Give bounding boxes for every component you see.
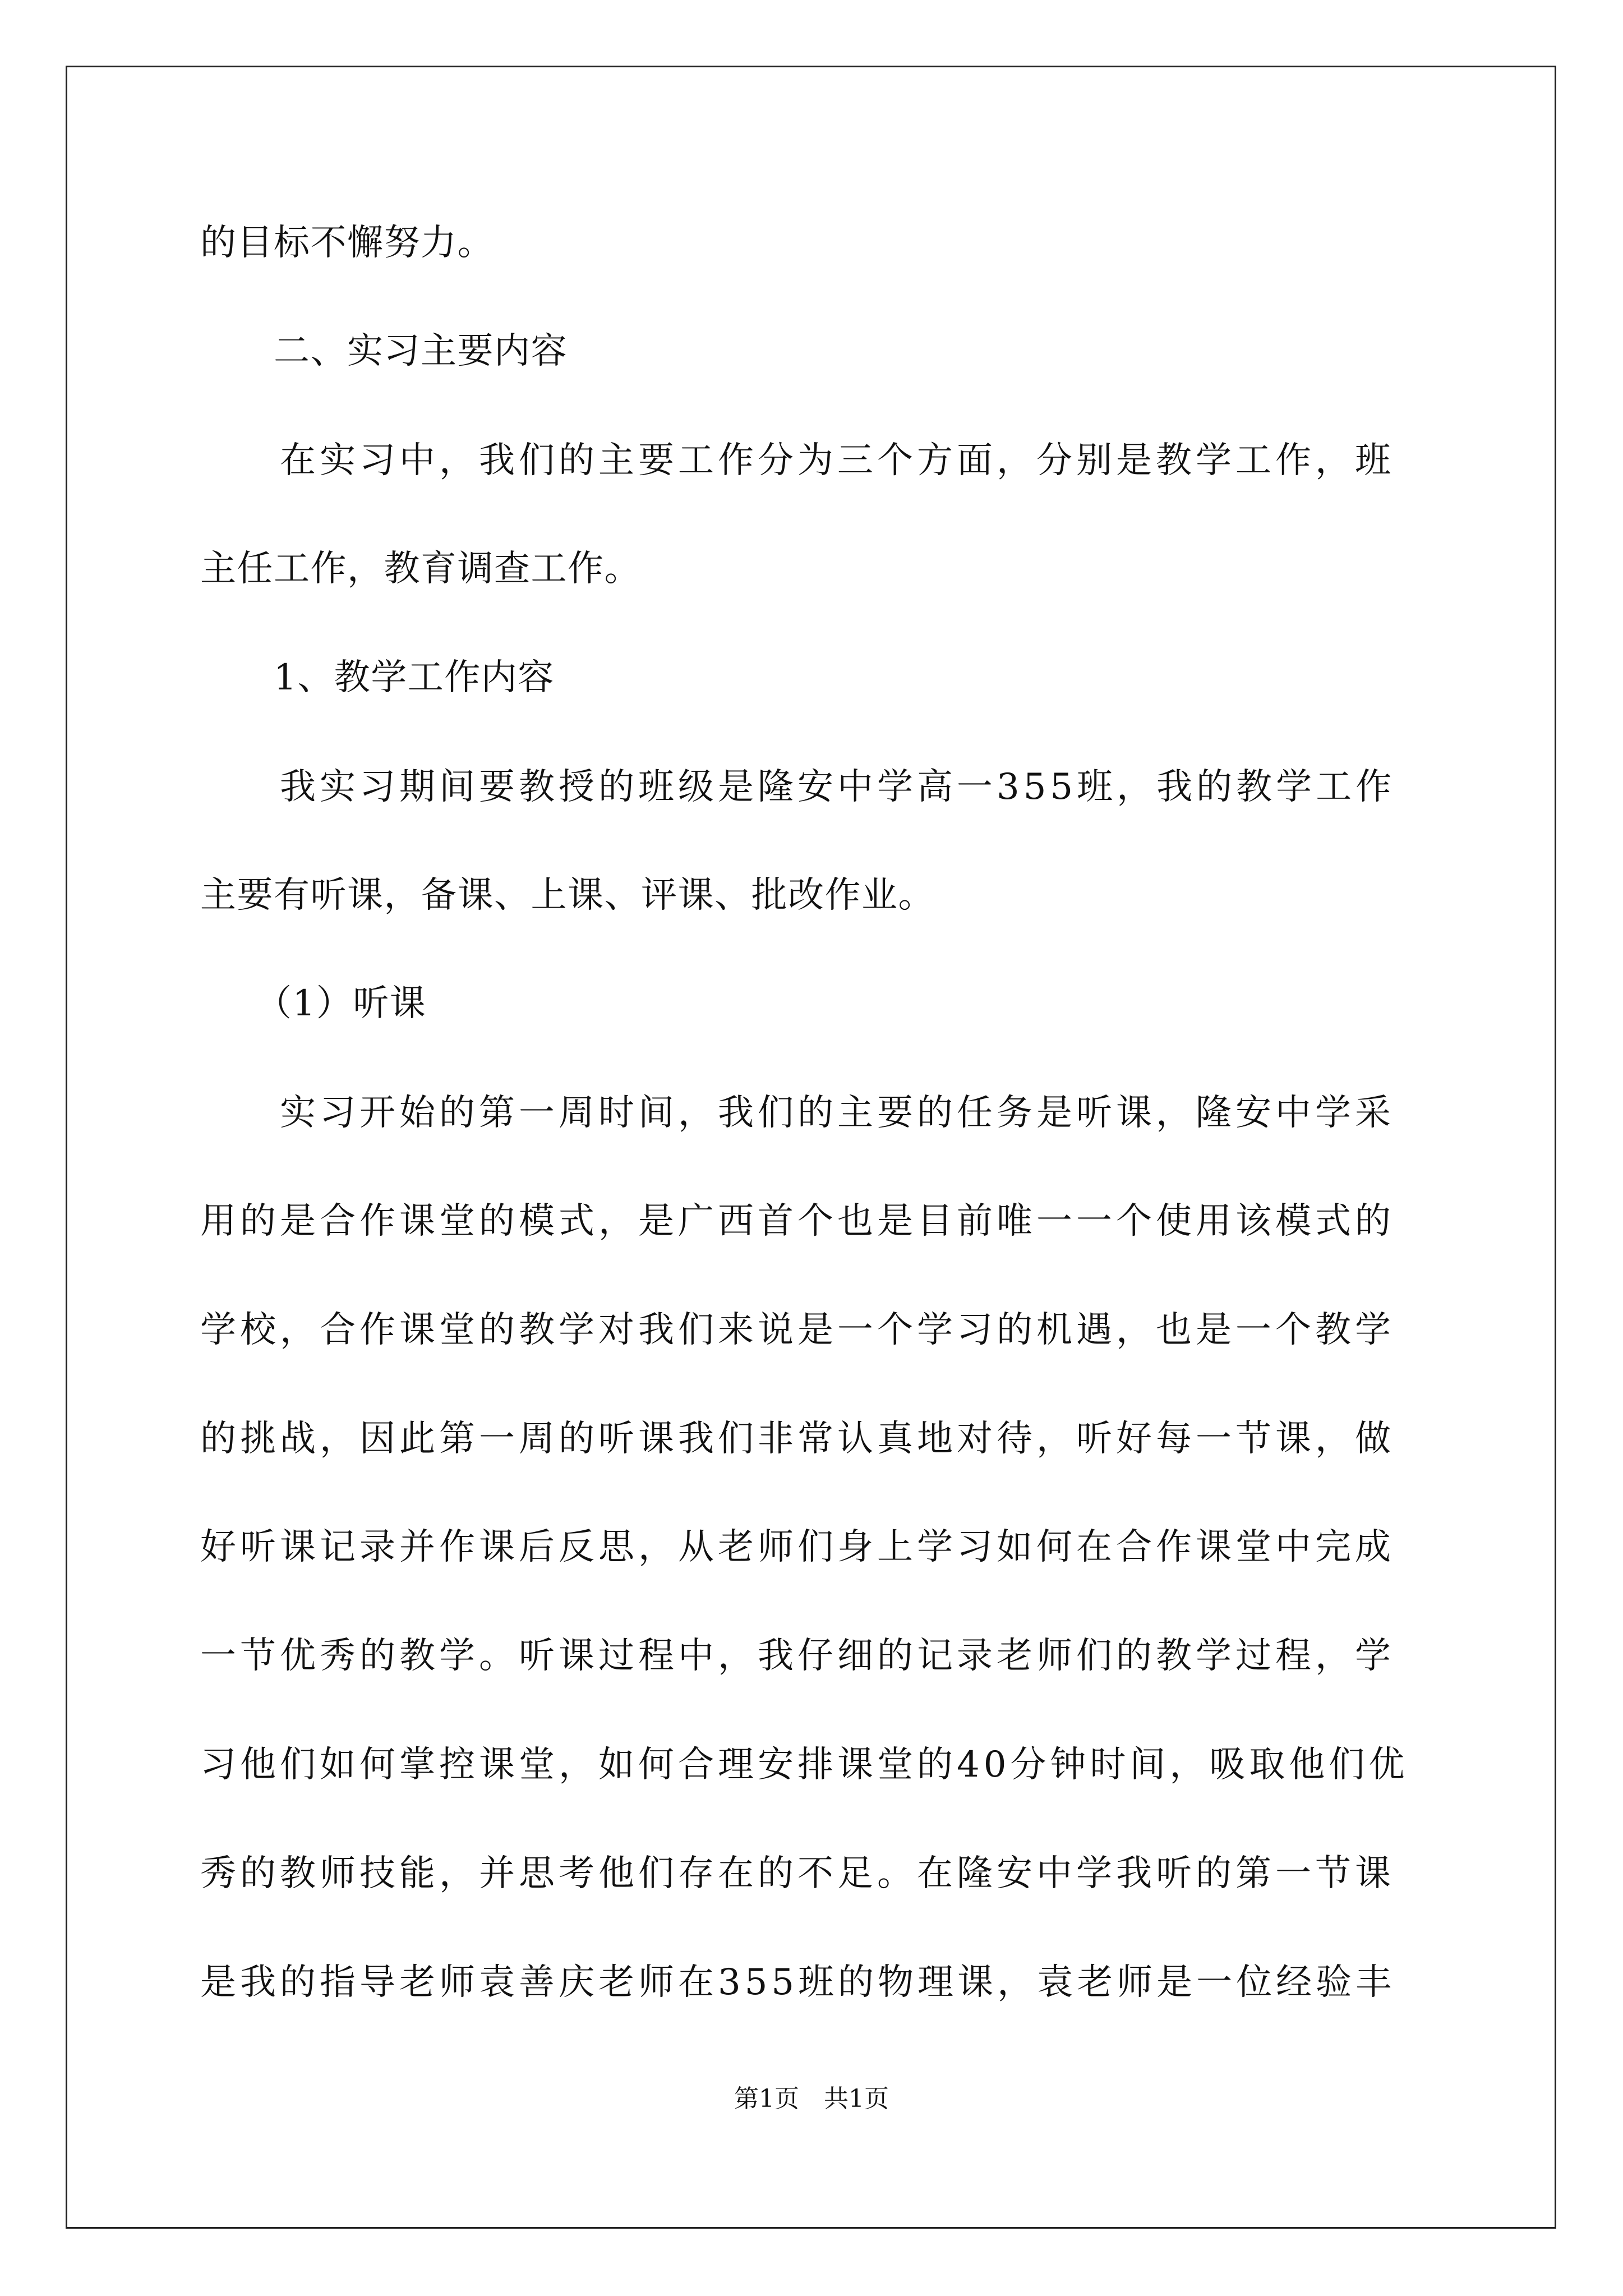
text-line-10: 用的是合作课堂的模式，是广西首个也是目前唯一一个使用该模式的: [200, 1200, 1395, 1242]
subsection-heading: 1、教学工作内容: [200, 657, 555, 698]
page-footer: 第1页 共1页: [734, 2085, 889, 2113]
text-line-13: 好听课记录并作课后反思，从老师们身上学习如何在合作课堂中完成: [200, 1526, 1395, 1568]
text-line-17: 是我的指导老师袁善庆老师在355班的物理课，袁老师是一位经验丰: [200, 1962, 1396, 2003]
text-line-14: 一节优秀的教学。听课过程中，我仔细的记录老师们的教学过程，学: [200, 1635, 1395, 1677]
text-line-6: 我实习期间要教授的班级是隆安中学高一355班，我的教学工作: [200, 766, 1396, 808]
item-heading: （1）听课: [200, 983, 427, 1024]
page-border: [66, 66, 1556, 2229]
text-line-1: 的目标不懈努力。: [200, 222, 494, 264]
text-line-7: 主要有听课，备课、上课、评课、批改作业。: [200, 875, 935, 916]
text-line-9: 实习开始的第一周时间，我们的主要的任务是听课，隆安中学采: [200, 1092, 1395, 1134]
text-line-16: 秀的教师技能，并思考他们存在的不足。在隆安中学我听的第一节课: [200, 1853, 1395, 1894]
text-line-12: 的挑战，因此第一周的听课我们非常认真地对待，听好每一节课，做: [200, 1418, 1395, 1460]
text-line-15: 习他们如何掌控课堂，如何合理安排课堂的40分钟时间，吸取他们优: [200, 1744, 1409, 1786]
text-line-3: 在实习中，我们的主要工作分为三个方面，分别是教学工作，班: [200, 440, 1395, 481]
text-line-11: 学校，合作课堂的教学对我们来说是一个学习的机遇，也是一个教学: [200, 1309, 1395, 1351]
text-line-4: 主任工作，教育调查工作。: [200, 548, 641, 590]
section-heading: 二、实习主要内容: [200, 330, 568, 372]
